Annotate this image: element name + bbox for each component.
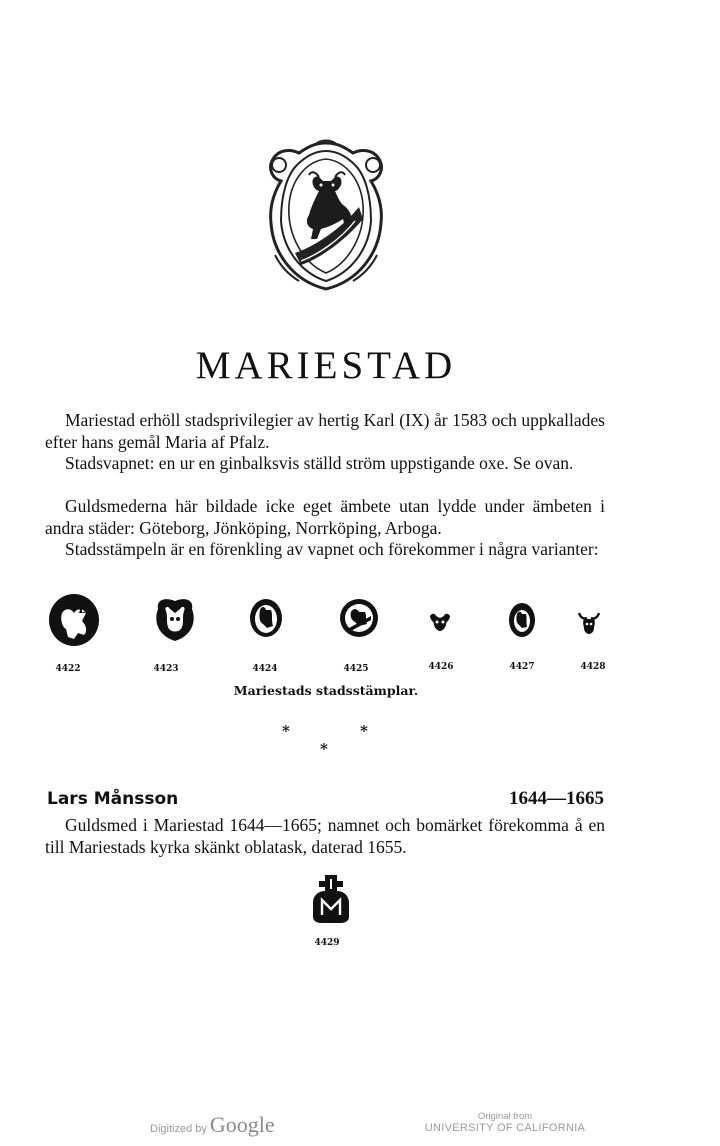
stamp-4423 bbox=[152, 597, 198, 647]
stamp-4422 bbox=[48, 593, 100, 651]
stamp-number: 4428 bbox=[580, 662, 606, 672]
entry-name: Lars Månsson bbox=[47, 789, 179, 809]
paragraph-text: Stadsstämpeln är en förenkling av vapnet och förekommer i några varianter: bbox=[65, 539, 599, 559]
paragraph-text: Guldsmed i Mariestad 1644—1665; namnet och bomärket förekomma å en till Mariestads kyrka skänkt oblatask, daterad 1655. bbox=[45, 815, 605, 857]
stamp-number: 4423 bbox=[153, 664, 179, 674]
separator-star: * bbox=[282, 722, 290, 740]
google-logo: Google bbox=[209, 1112, 275, 1137]
stamp-number: 4424 bbox=[252, 664, 278, 674]
house-mark-lm-icon bbox=[311, 873, 351, 925]
svg-text:B: B bbox=[78, 602, 89, 616]
stamp-ox-head-icon bbox=[152, 597, 198, 643]
paragraph-coat-of-arms bbox=[45, 453, 605, 475]
separator-star: * bbox=[360, 722, 368, 740]
coat-of-arms bbox=[255, 135, 397, 295]
paragraph-guild bbox=[45, 496, 605, 539]
paragraph-stamps bbox=[45, 539, 605, 561]
stamp-ox-tiny-icon bbox=[578, 610, 600, 636]
stamp-ox-oval-icon bbox=[249, 598, 283, 638]
stamp-number: 4426 bbox=[428, 662, 454, 672]
stamp-ox-large-icon bbox=[48, 593, 100, 647]
original-from-label: Original from bbox=[477, 1111, 533, 1122]
entry-years: 1644—1665 bbox=[509, 788, 604, 809]
page-title: MARIESTAD bbox=[195, 344, 457, 387]
digitized-by bbox=[150, 1112, 275, 1138]
stamp-4424 bbox=[249, 598, 283, 642]
stamp-number: 4427 bbox=[509, 662, 535, 672]
house-mark-number: 4429 bbox=[314, 938, 340, 948]
stamp-number: 4422 bbox=[55, 664, 81, 674]
original-from bbox=[420, 1111, 590, 1134]
paragraph-text: Mariestad erhöll stadsprivilegier av hertig Karl (IX) år 1583 och uppkallades efter hans gemål Maria af Pfalz. bbox=[45, 410, 605, 452]
stamp-number: 4425 bbox=[343, 664, 369, 674]
stamp-4425 bbox=[339, 598, 379, 642]
institution-name: UNIVERSITY OF CALIFORNIA bbox=[424, 1122, 586, 1134]
paragraph-text: Stadsvapnet: en ur en ginbalksvis ställd ström uppstigande oxe. Se ovan. bbox=[65, 453, 574, 473]
stamp-ox-round-icon bbox=[339, 598, 379, 638]
stamps-caption: Mariestads stadsstämplar. bbox=[233, 683, 419, 698]
ox-crest-icon bbox=[255, 135, 397, 295]
stamp-4428 bbox=[578, 610, 600, 640]
house-mark bbox=[311, 873, 351, 929]
paragraph-privileges bbox=[45, 410, 605, 453]
separator-star: * bbox=[320, 740, 328, 758]
stamp-ox-oval-small-icon bbox=[508, 602, 536, 638]
stamp-4426 bbox=[428, 612, 452, 636]
stamp-4427 bbox=[508, 602, 536, 642]
entry-text bbox=[45, 815, 605, 858]
stamp-ox-small-icon bbox=[428, 612, 452, 632]
paragraph-text: Guldsmederna här bildade icke eget ämbete utan lydde under ämbeten i andra städer: Göteborg, Jönköping, Norrköping, Arboga. bbox=[45, 496, 605, 538]
digitized-by-label: Digitized by bbox=[150, 1123, 207, 1135]
